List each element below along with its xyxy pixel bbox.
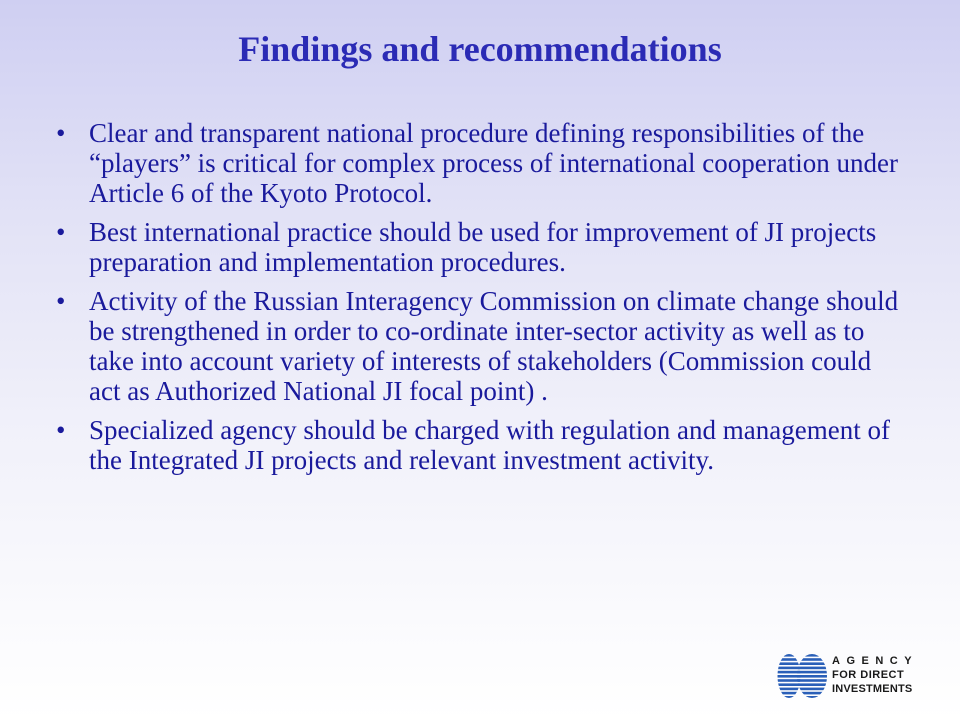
agency-logo xyxy=(776,652,926,700)
bullet-marker: • xyxy=(56,217,66,247)
logo-wordmark xyxy=(832,654,918,696)
bullet-marker: • xyxy=(56,118,66,148)
logo-line-agency: AGENCY xyxy=(832,655,919,667)
logo-shape-right xyxy=(796,654,830,699)
bullet-text: Best international practice should be used for improvement of JI projects preparation and implementation procedures. xyxy=(89,217,877,277)
logo-line-investments: INVESTMENTS xyxy=(832,683,913,695)
bullet-marker: • xyxy=(56,286,66,316)
slide-title: Findings and recommendations xyxy=(238,29,722,69)
bullet-text: Specialized agency should be charged with regulation and management of the Integrated JI projects and relevant investment activity. xyxy=(89,415,890,475)
bullet-item xyxy=(56,118,906,208)
bullet-list xyxy=(56,118,906,484)
bullet-item xyxy=(56,217,906,277)
bullet-marker: • xyxy=(56,415,66,445)
bullet-text: Activity of the Russian Interagency Commission on climate change should be strengthened in order to co-ordinate inter-sector activity as well as to take into account variety of interests of stakeholders (Commission could act as Authorized National JI focal point) . xyxy=(89,286,899,406)
globe-stripes-icon xyxy=(776,652,830,700)
bullet-item xyxy=(56,415,906,475)
logo-line-for-direct: FOR DIRECT xyxy=(832,669,905,681)
bullet-item xyxy=(56,286,906,406)
bullet-text: Clear and transparent national procedure defining responsibilities of the “players” is critical for complex process of international cooperation under Article 6 of the Kyoto Protocol. xyxy=(89,118,898,208)
